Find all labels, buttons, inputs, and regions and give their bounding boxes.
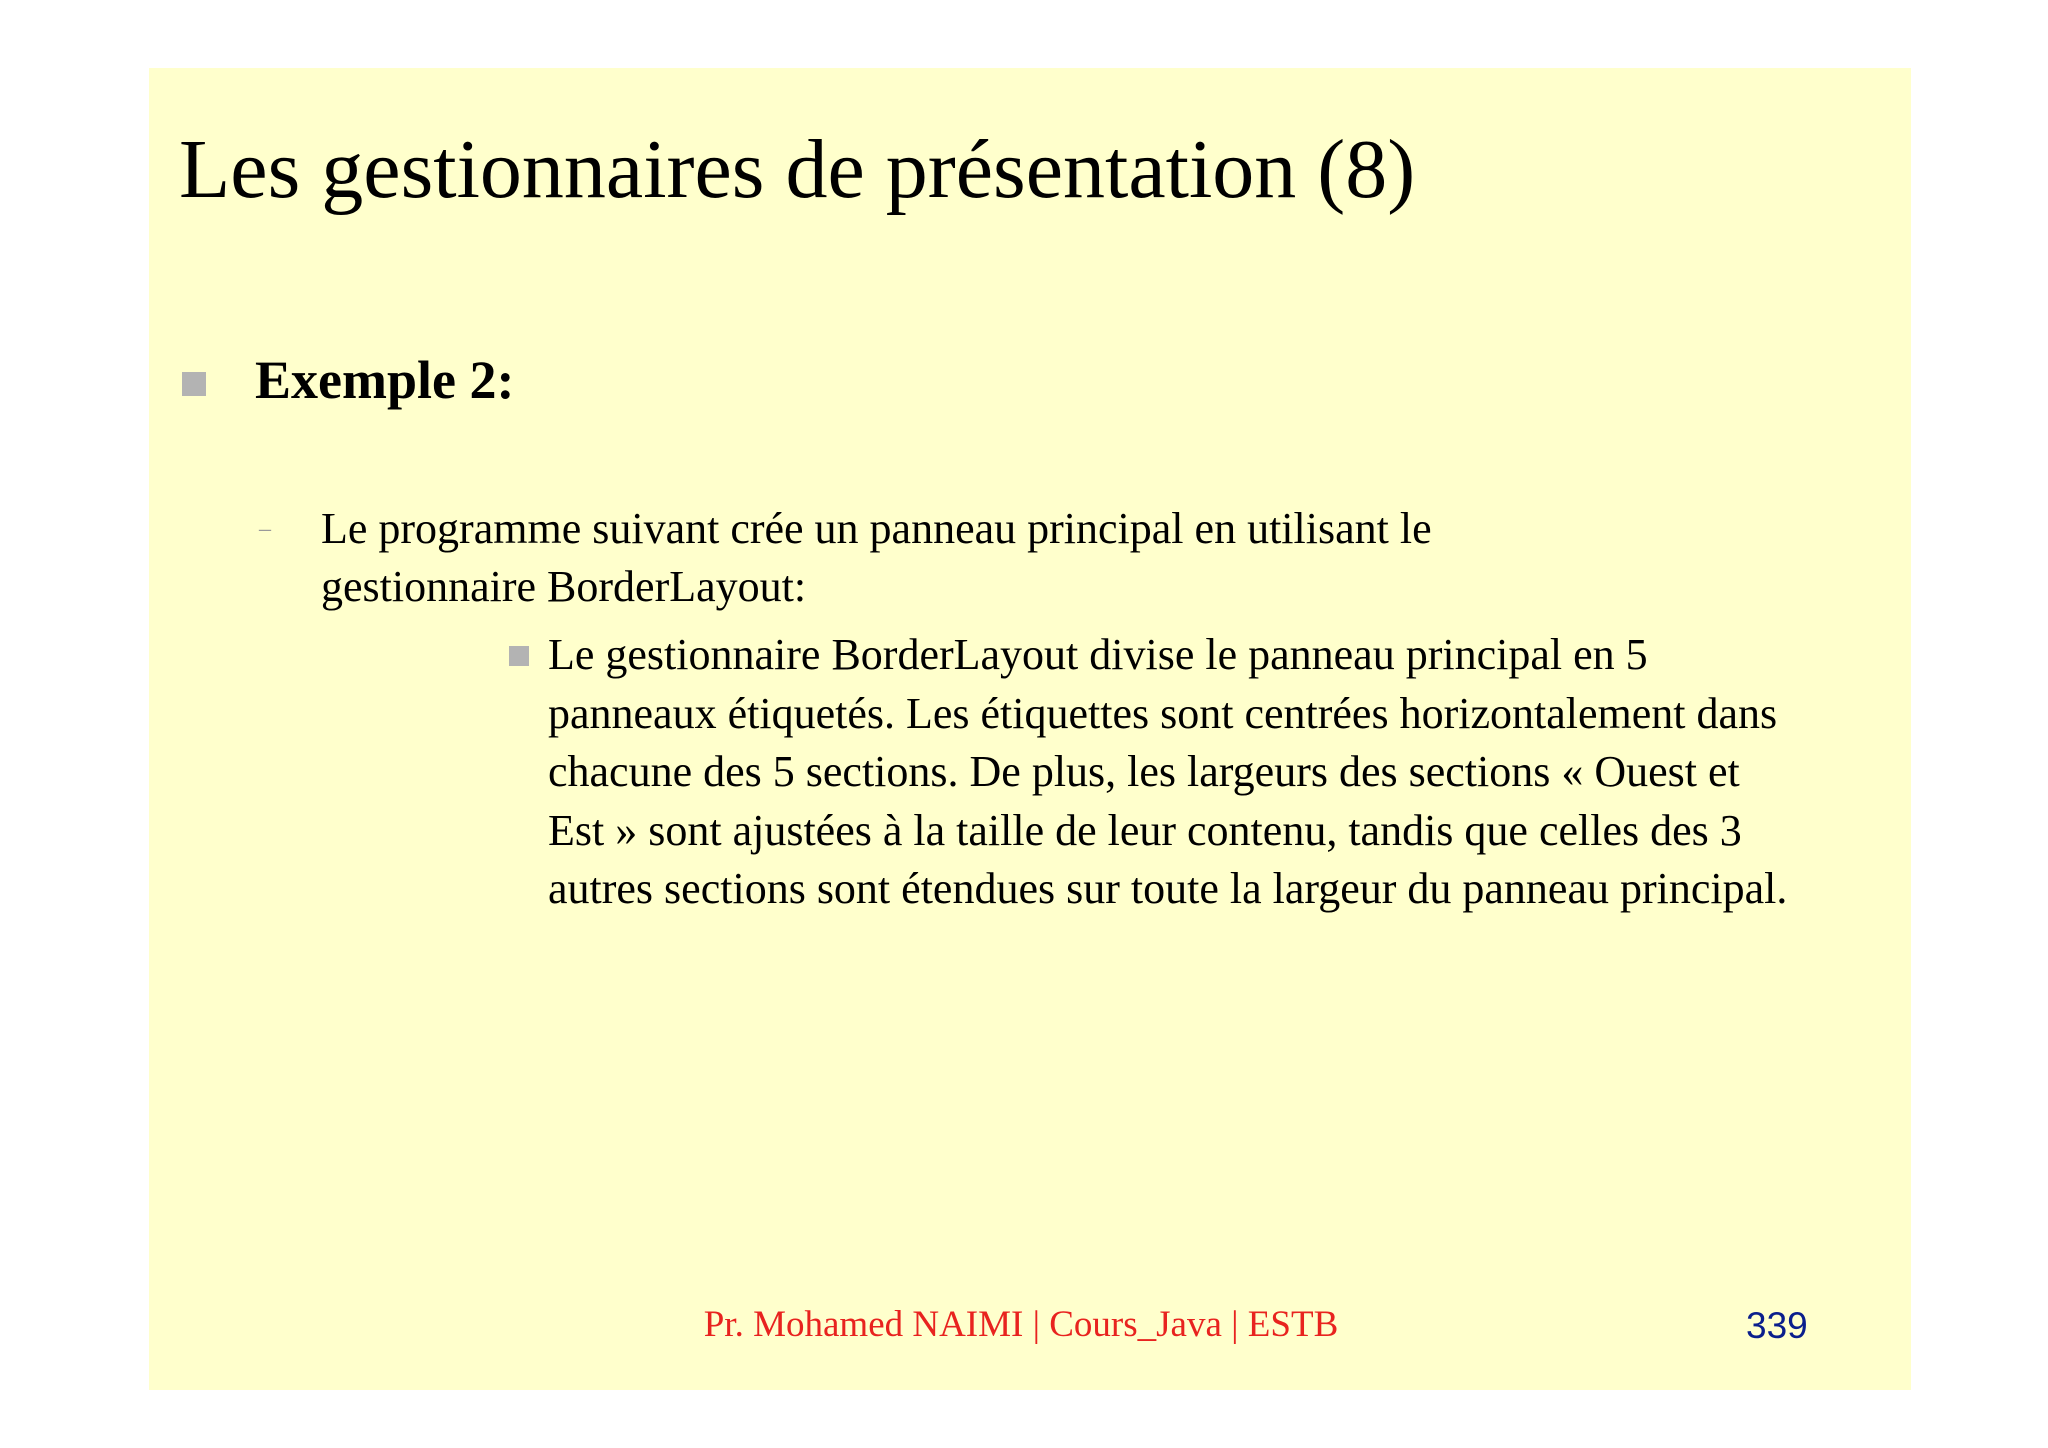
program-description: Le programme suivant crée un panneau principal en utilisant le gestionnaire BorderLayout: [321,504,1432,611]
slide-footer [0,1302,2048,1348]
footer-text: Pr. Mohamed NAIMI | Cours_Java | ESTB [703,1304,1339,1345]
square-bullet-icon [182,372,206,396]
borderlayout-explanation: Le gestionnaire BorderLayout divise le panneau principal en 5 panneaux étiquetés. Les étiquettes sont centrées horizontalement dans chacune des 5 sections. De plus, les largeurs des sections « Ouest et Est » sont ajustées à la taille de leur contenu, tandis que celles des 3 autres sections sont étendues sur toute la largeur du panneau principal. [548,630,1788,913]
dash-bullet-icon: – [259,516,271,542]
example-heading: Exemple 2: [255,350,515,410]
square-bullet-icon [509,646,529,666]
slide-title: Les gestionnaires de présentation (8) [179,123,1416,216]
page-number: 339 [1746,1305,1808,1346]
